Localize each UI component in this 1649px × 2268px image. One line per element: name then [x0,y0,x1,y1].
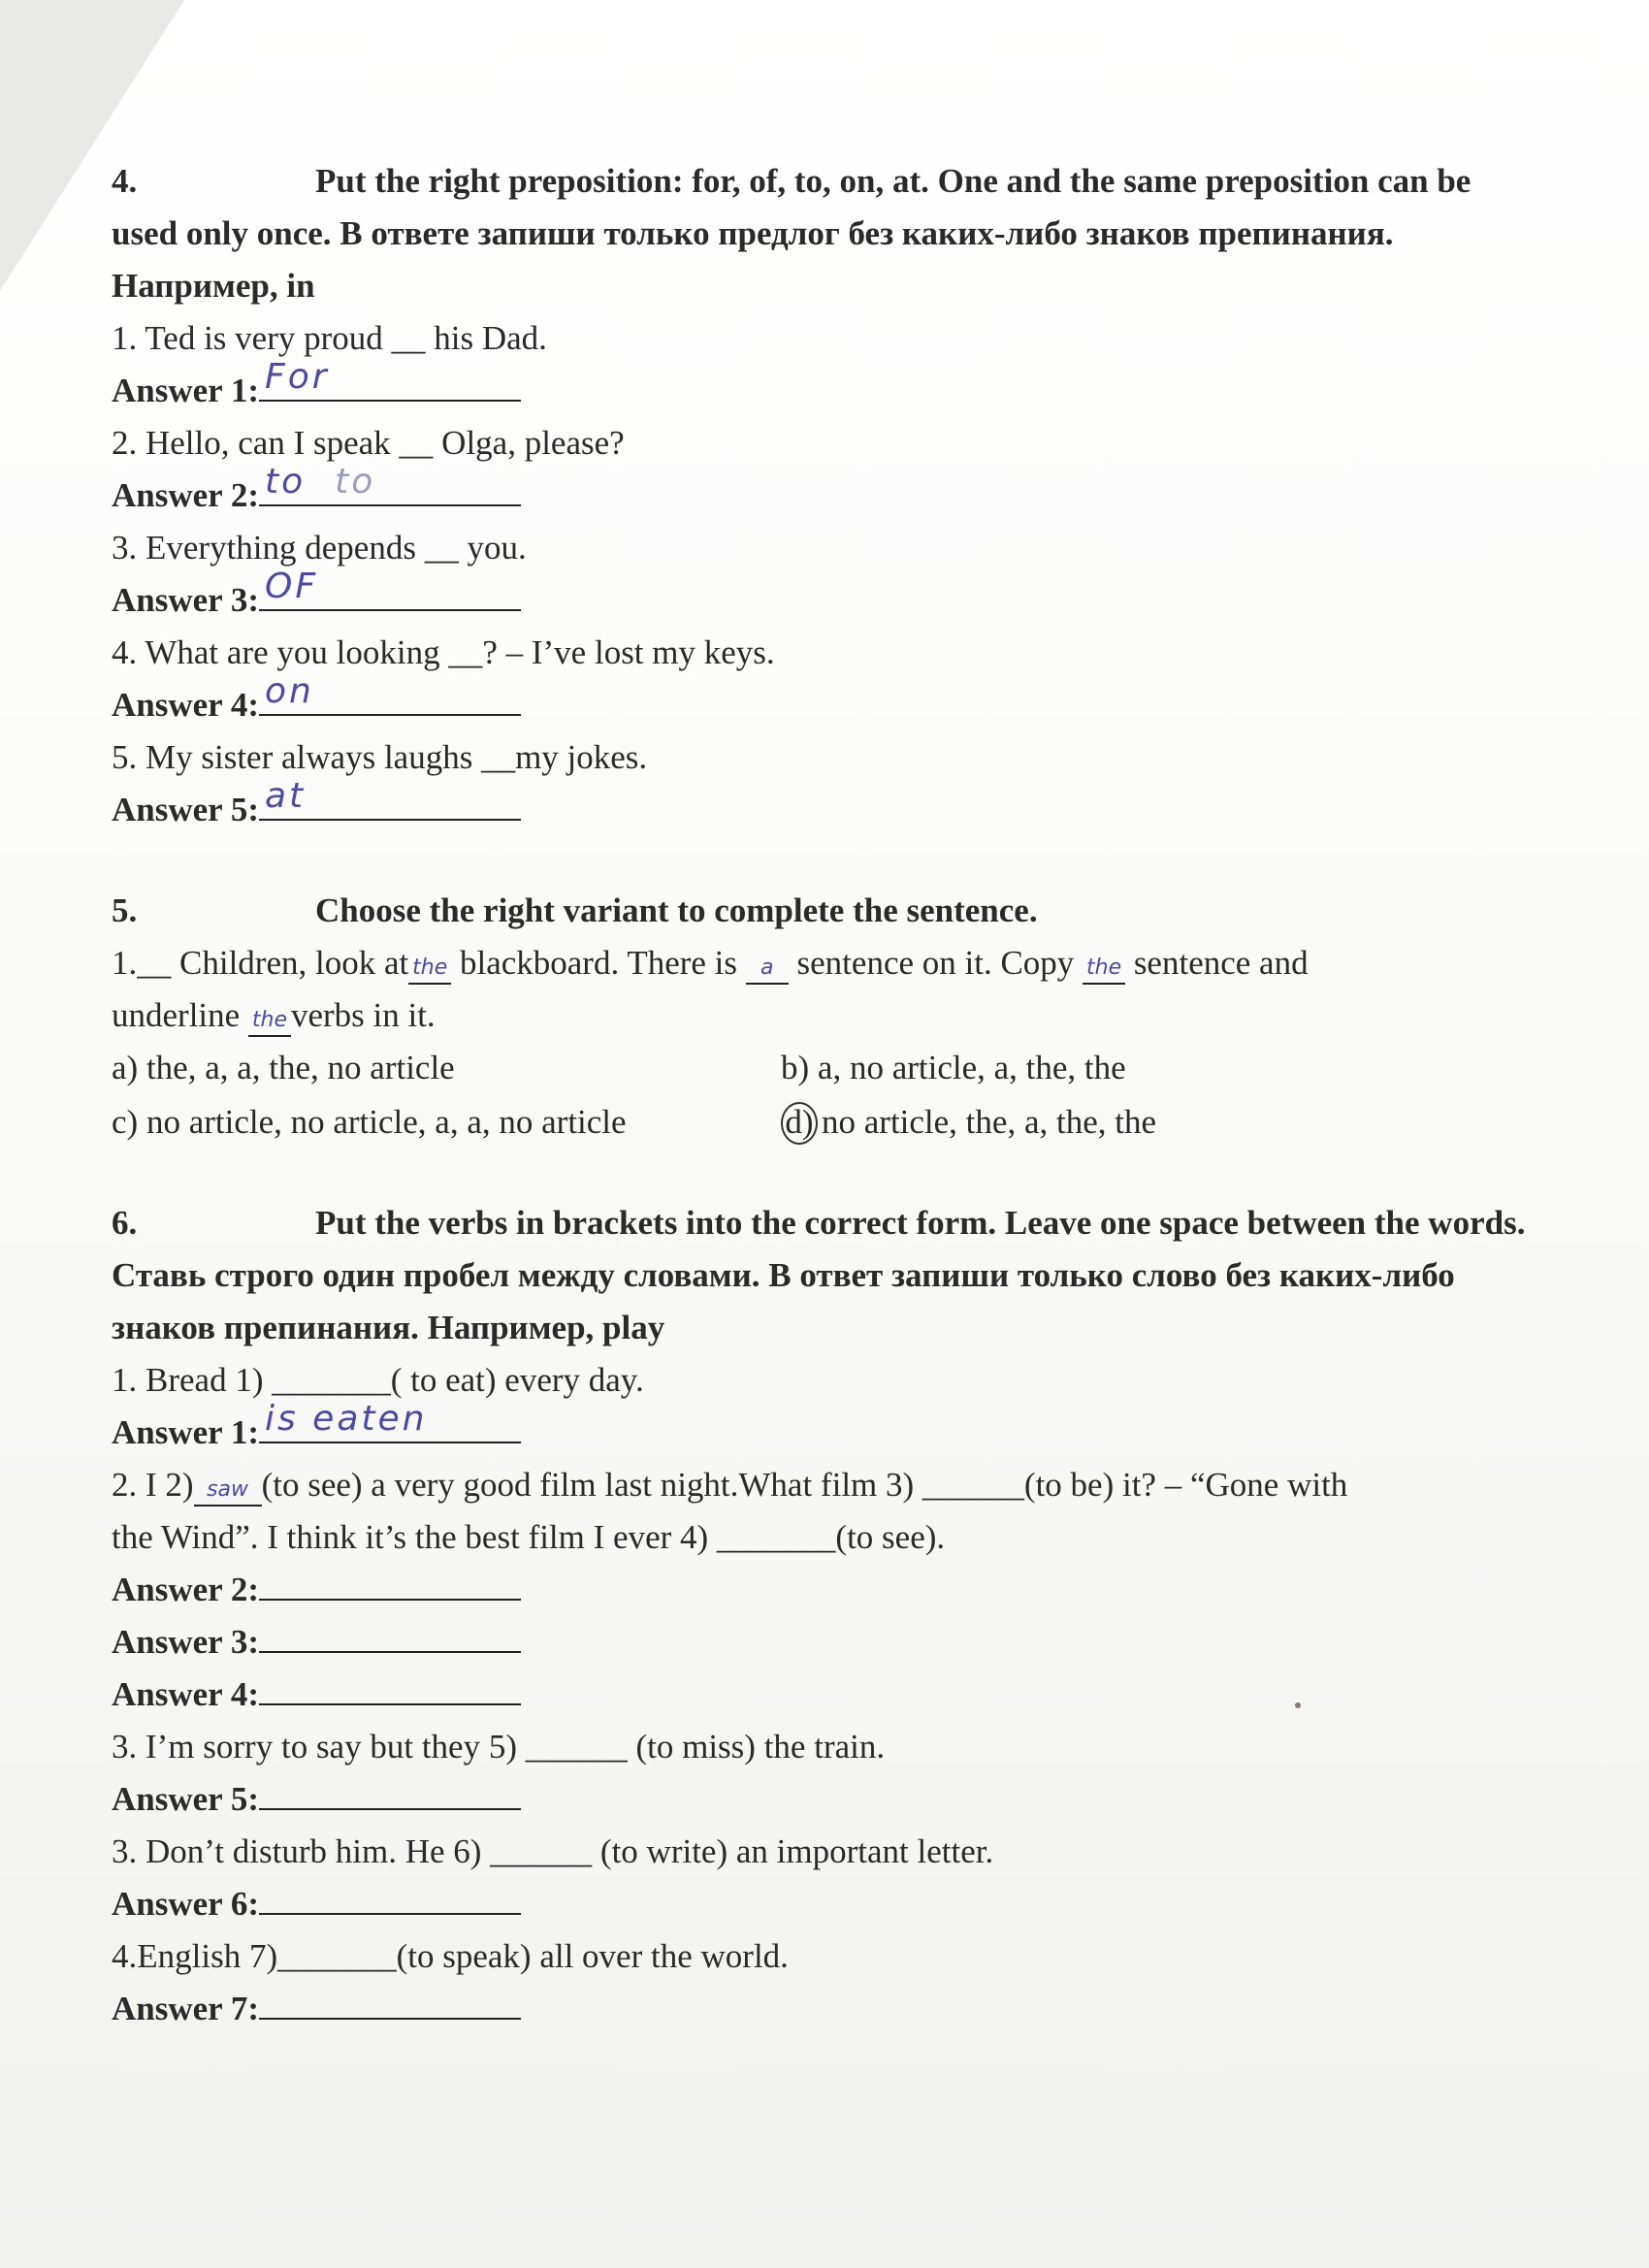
handwritten-text: to [264,462,307,502]
answer-label: Answer 6: [112,1885,259,1923]
answer-row-6-4 [112,1669,1537,1721]
answer-label: Answer 2: [112,1571,259,1608]
question-4-2: 2. Hello, can I speak __ Olga, please? [112,424,625,462]
answer-row-6-6 [112,1878,1537,1930]
task-4-number: 4. [112,162,138,200]
task-5-options [112,1042,1537,1149]
option-a[interactable]: a) the, a, a, the, no article [112,1049,455,1086]
task-6-instruction: Put the verbs in brackets into the correct form. Leave one space between the words. Ставь строго один пробел между словами. В ответ запиши только слово без каких-либо знаков препинания. Например, play [112,1204,1526,1346]
blank-fill[interactable]: the [408,954,451,985]
answer-row-4-3 [112,567,1537,627]
sentence-text: verbs in it. [290,996,436,1034]
answer-field-6-7[interactable] [259,1983,521,2020]
answer-label: Answer 5: [112,791,259,828]
answer-field-6-5[interactable] [259,1773,521,1810]
question-4-1: 1. Ted is very proud __ his Dad. [112,319,547,357]
circled-option-letter: d) [781,1102,818,1145]
faint-handwriting: to [335,462,376,502]
question-6-5: 3. I’m sorry to say but they 5) ______ (to miss) the train. [112,1728,886,1766]
question-6-2 [112,1459,1537,1511]
answer-field-4-5[interactable] [259,776,521,821]
blank-fill[interactable]: the [1083,954,1125,985]
option-b[interactable]: b) a, no article, a, the, the [781,1049,1126,1086]
question-4-5: 5. My sister always laughs __my jokes. [112,738,648,776]
sentence-text: sentence and [1125,944,1309,982]
answer-row-4-5 [112,776,1537,836]
option-c[interactable]: c) no article, no article, a, a, no article [112,1103,627,1141]
handwritten-answer [265,456,375,508]
question-6-2-cont: the Wind”. I think it’s the best film I ever 4) _______(to see). [112,1518,946,1556]
task-6 [112,1197,1537,2035]
answer-row-6-5 [112,1773,1537,1826]
answer-label: Answer 2: [112,476,259,514]
task-4 [112,155,1537,836]
blank-fill[interactable]: the [248,1006,291,1037]
worksheet [112,155,1537,2084]
handwritten-answer: at [264,776,307,816]
answer-label: Answer 4: [112,1675,259,1713]
handwritten-answer: OF [264,567,319,606]
task-5-heading [112,885,1537,937]
answer-row-4-4 [112,671,1537,731]
sentence-text: sentence on it. Copy [788,944,1083,982]
answer-label: Answer 1: [112,372,259,409]
question-4-3: 3. Everything depends __ you. [112,529,527,567]
option-d[interactable] [781,1096,1460,1149]
option-d-text: no article, the, a, the, the [822,1103,1156,1141]
answer-field-6-6[interactable] [259,1878,521,1915]
sentence-text: 1.__ Children, look at [112,944,409,982]
handwritten-answer: on [264,671,314,711]
answer-field-4-1[interactable] [259,357,521,402]
answer-field-4-3[interactable] [259,567,521,611]
question-4-4: 4. What are you looking __? – I’ve lost my keys. [112,633,775,671]
task-5-number: 5. [112,891,138,929]
answer-field-6-2[interactable] [259,1564,521,1601]
task-6-heading [112,1197,1537,1354]
task-4-heading [112,155,1537,312]
answer-row-6-2 [112,1564,1537,1616]
task-5 [112,885,1537,1149]
answer-field-6-3[interactable] [259,1616,521,1653]
answer-label: Answer 5: [112,1780,259,1818]
answer-label: Answer 4: [112,686,259,724]
sentence-text: underline [112,996,248,1034]
answer-field-4-4[interactable] [259,671,521,716]
question-text: (to see) a very good film last night.What film 3) ______(to be) it? – “Gone with [261,1466,1348,1504]
question-6-1: 1. Bread 1) _______( to eat) every day. [112,1361,644,1399]
answer-label: Answer 7: [112,1990,259,2027]
answer-label: Answer 3: [112,581,259,619]
task-5-sentence-line-2 [112,989,1537,1042]
question-6-7: 4.English 7)_______(to speak) all over the world. [112,1937,789,1975]
sentence-text: blackboard. There is [451,944,746,982]
question-6-6: 3. Don’t disturb him. He 6) ______ (to write) an important letter. [112,1832,994,1870]
handwritten-answer: is eaten [264,1399,428,1439]
task-4-instruction: Put the right preposition: for, of, to, on, at. One and the same preposition can be used only once. В ответе запиши только предлог без каких-либо знаков препинания. Например, in [112,162,1471,305]
task-6-number: 6. [112,1204,138,1242]
blank-fill[interactable]: a [746,954,789,985]
answer-field-6-4[interactable] [259,1669,521,1705]
answer-field-6-1[interactable] [259,1399,521,1443]
question-text: 2. I 2) [112,1466,194,1504]
answer-label: Answer 3: [112,1623,259,1661]
answer-row-6-3 [112,1616,1537,1669]
task-5-sentence-line-1 [112,937,1537,989]
answer-row-6-1 [112,1399,1537,1459]
answer-row-6-7 [112,1983,1537,2035]
answer-field-4-2[interactable] [259,462,521,506]
blank-fill[interactable]: saw [194,1475,262,1507]
handwritten-answer: For [264,357,330,397]
task-5-instruction: Choose the right variant to complete the sentence. [315,891,1038,929]
answer-row-4-1 [112,357,1537,417]
answer-row-4-2 [112,462,1537,522]
answer-label: Answer 1: [112,1413,259,1451]
